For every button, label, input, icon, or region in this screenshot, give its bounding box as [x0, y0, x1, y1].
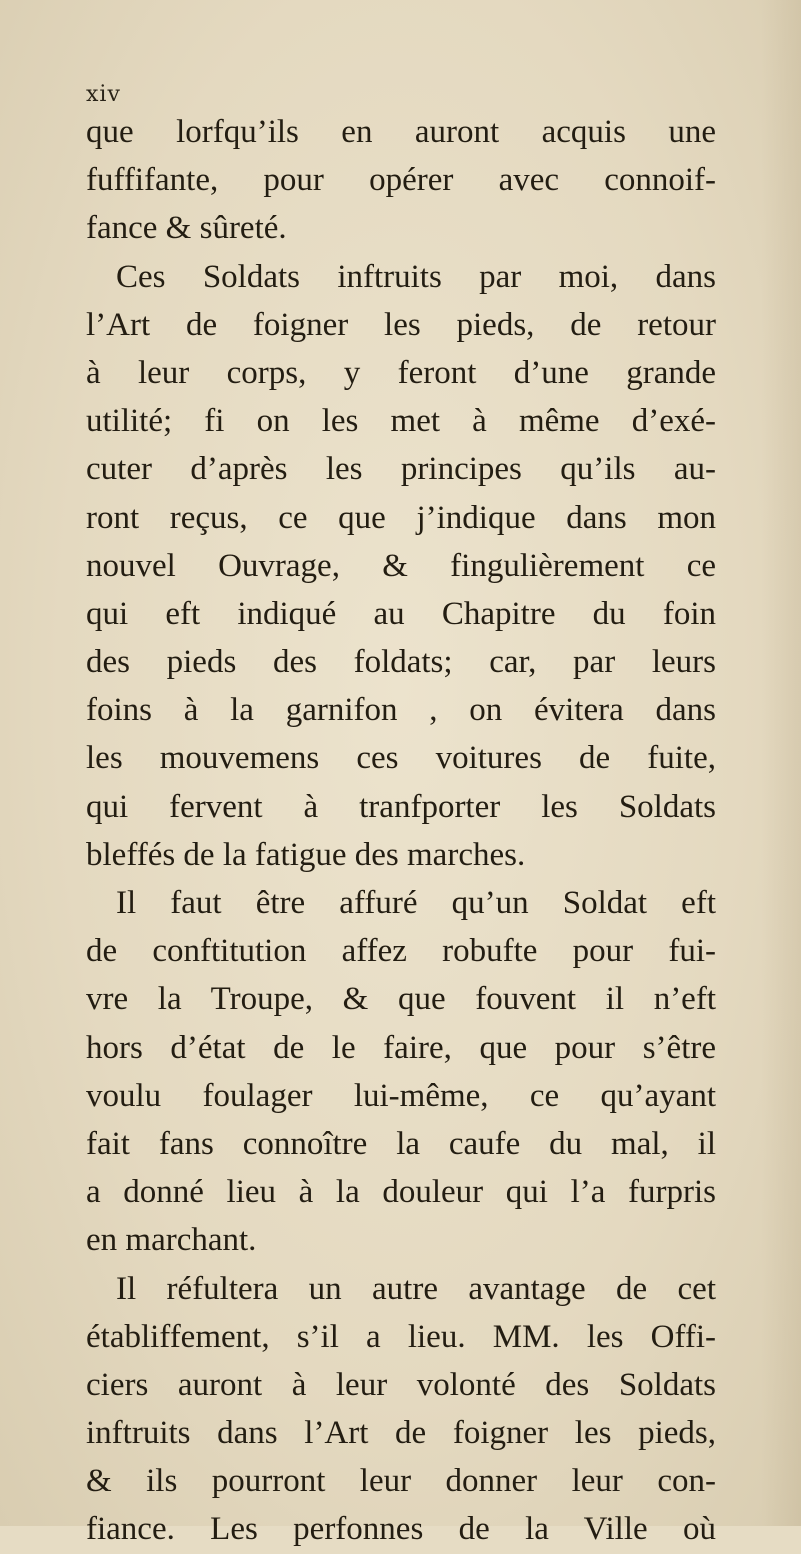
- body-text: [86, 108, 716, 1554]
- page-number: xiv: [86, 82, 121, 107]
- text-line: les mouvemens ces voitures de fuite,: [86, 740, 716, 777]
- text-line: qui fervent à tranfporter les Soldats: [86, 788, 716, 825]
- text-line: fance & sûreté.: [86, 210, 287, 247]
- text-line: fiance. Les perfonnes de la Ville où: [86, 1511, 716, 1548]
- text-line: bleffés de la fatigue des marches.: [86, 836, 526, 873]
- text-line: ront reçus, ce que j’indique dans mon: [86, 499, 716, 536]
- text-line: à leur corps, y feront d’une grande: [86, 354, 716, 391]
- text-line: Il réfultera un autre avantage de cet: [116, 1270, 716, 1307]
- text-line: vre la Troupe, & que fouvent il n’eft: [86, 981, 716, 1018]
- text-line: Il faut être affuré qu’un Soldat eft: [116, 885, 716, 921]
- text-line: fuffifante, pour opérer avec connoif-: [86, 162, 716, 199]
- text-line: fait fans connoître la caufe du mal, il: [86, 1125, 716, 1162]
- text-line: ciers auront à leur volonté des Soldats: [86, 1366, 716, 1403]
- text-line: utilité; fi on les met à même d’exé-: [86, 403, 716, 440]
- text-line: nouvel Ouvrage, & fingulièrement ce: [86, 547, 716, 584]
- text-line: inftruits dans l’Art de foigner les pieds,: [86, 1415, 716, 1452]
- page-edge-shadow: [761, 0, 801, 1526]
- text-line: qui eft indiqué au Chapitre du foin: [86, 595, 716, 632]
- text-line: Ces Soldats inftruits par moi, dans: [116, 258, 716, 295]
- text-line: en marchant.: [86, 1222, 257, 1259]
- text-line: foins à la garnifon , on évitera dans: [86, 692, 716, 729]
- text-line: voulu foulager lui-même, ce qu’ayant: [86, 1077, 716, 1114]
- text-line: a donné lieu à la douleur qui l’a furpris: [86, 1174, 716, 1211]
- text-line: hors d’état de le faire, que pour s’être: [86, 1029, 716, 1066]
- text-line: des pieds des foldats; car, par leurs: [86, 644, 716, 681]
- text-line: de conftitution affez robufte pour fui-: [86, 933, 716, 970]
- text-line: établiffement, s’il a lieu. MM. les Offi-: [86, 1318, 716, 1355]
- text-line: l’Art de foigner les pieds, de retour: [86, 306, 716, 343]
- text-line: & ils pourront leur donner leur con-: [86, 1463, 716, 1500]
- text-line: que lorfqu’ils en auront acquis une: [86, 114, 716, 150]
- text-line: cuter d’après les principes qu’ils au-: [86, 451, 716, 488]
